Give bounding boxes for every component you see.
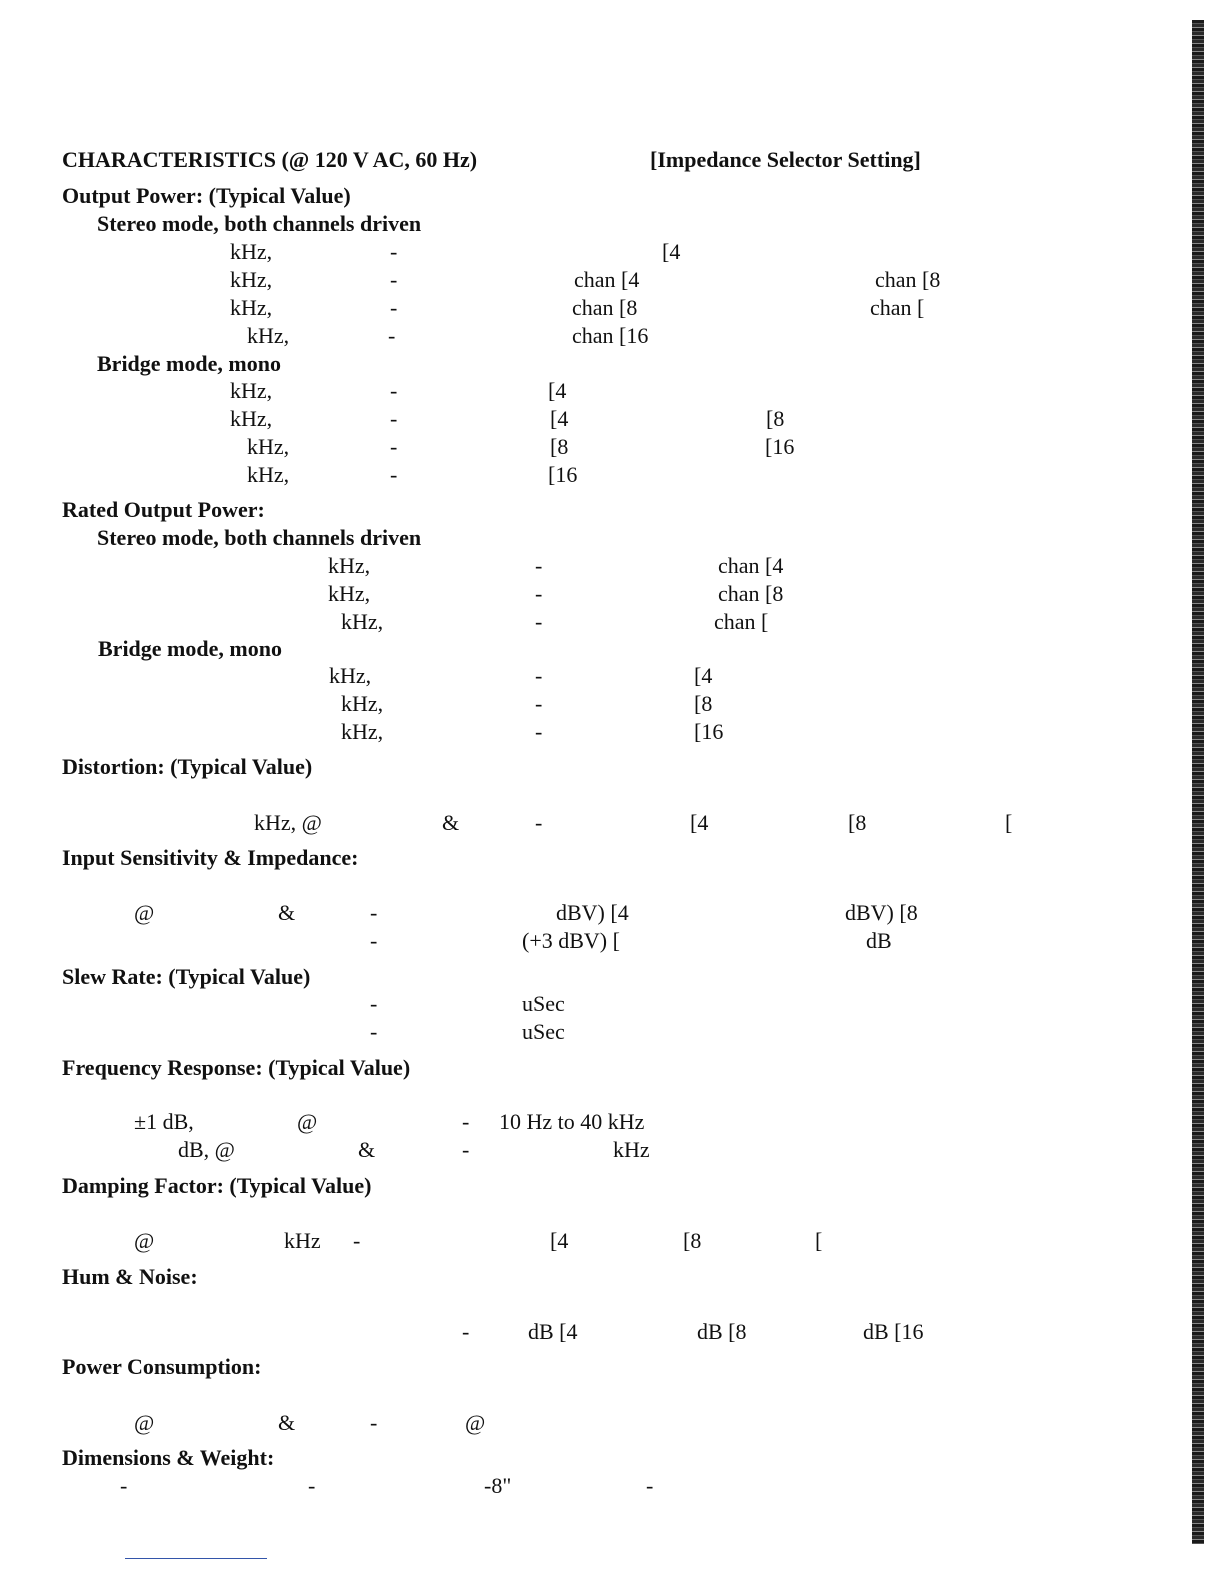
input-amp: & <box>278 900 296 925</box>
distortion-load-16: [ <box>1005 810 1013 835</box>
freq-at: @ <box>297 1109 318 1134</box>
slew-dash: - <box>370 1019 378 1044</box>
power-dash: - <box>370 1410 378 1435</box>
output-stereo-freq: kHz, <box>230 295 273 320</box>
output-stereo-freq: kHz, <box>230 267 273 292</box>
distortion-amp: & <box>442 810 460 835</box>
slew-rate-heading: Slew Rate: (Typical Value) <box>62 964 311 989</box>
damping-factor-heading: Damping Factor: (Typical Value) <box>62 1173 372 1198</box>
output-bridge-load: [4 <box>548 378 567 403</box>
hum-db-16: dB [16 <box>863 1319 924 1344</box>
rated-bridge-dash: - <box>535 691 543 716</box>
dimensions-dash: - <box>646 1473 654 1498</box>
freq-dash: - <box>462 1137 470 1162</box>
hum-db-4: dB [4 <box>528 1319 578 1344</box>
output-bridge-heading: Bridge mode, mono <box>97 351 281 376</box>
rated-bridge-load: [8 <box>694 691 713 716</box>
distortion-load-4: [4 <box>690 810 709 835</box>
rated-bridge-load: [4 <box>694 663 713 688</box>
input-dbv-8: dBV) [8 <box>845 900 918 925</box>
freq-amp: & <box>358 1137 376 1162</box>
rated-stereo-freq: kHz, <box>341 609 384 634</box>
slew-value: uSec <box>522 991 565 1016</box>
rated-bridge-freq: kHz, <box>341 719 384 744</box>
freq-tolerance: ±1 dB, <box>134 1109 194 1134</box>
output-bridge-load: [8 <box>550 434 569 459</box>
dimensions-dash: - <box>120 1473 128 1498</box>
distortion-freq: kHz, @ <box>254 810 322 835</box>
input-dbv-plus3: (+3 dBV) [ <box>522 928 620 953</box>
freq-dash: - <box>462 1109 470 1134</box>
damping-at: @ <box>134 1228 155 1253</box>
rated-stereo-dash: - <box>535 553 543 578</box>
distortion-load-8: [8 <box>848 810 867 835</box>
freq-khz: kHz <box>613 1137 650 1162</box>
hum-db-8: dB [8 <box>697 1319 747 1344</box>
output-bridge-dash: - <box>390 462 398 487</box>
rated-bridge-heading: Bridge mode, mono <box>98 636 282 661</box>
frequency-response-heading: Frequency Response: (Typical Value) <box>62 1055 411 1080</box>
freq-db: dB, @ <box>178 1137 235 1162</box>
output-stereo-load: chan [8 <box>572 295 638 320</box>
hum-noise-heading: Hum & Noise: <box>62 1264 198 1289</box>
freq-range: 10 Hz to 40 kHz <box>499 1109 645 1134</box>
output-power-heading: Output Power: (Typical Value) <box>62 183 351 208</box>
input-sensitivity-heading: Input Sensitivity & Impedance: <box>62 845 359 870</box>
damping-load-4: [4 <box>550 1228 569 1253</box>
output-stereo-freq: kHz, <box>247 323 290 348</box>
dimensions-depth: -8" <box>484 1473 512 1498</box>
rated-bridge-dash: - <box>535 719 543 744</box>
output-stereo-load: chan [8 <box>875 267 941 292</box>
rated-stereo-load: chan [8 <box>718 581 784 606</box>
impedance-selector-heading: [Impedance Selector Setting] <box>650 147 921 172</box>
rated-stereo-load: chan [4 <box>718 553 784 578</box>
slew-value: uSec <box>522 1019 565 1044</box>
rated-bridge-dash: - <box>535 663 543 688</box>
output-bridge-dash: - <box>390 406 398 431</box>
page-title: CHARACTERISTICS (@ 120 V AC, 60 Hz) <box>62 147 478 172</box>
output-bridge-load: [16 <box>548 462 578 487</box>
rated-stereo-heading: Stereo mode, both channels driven <box>97 525 422 550</box>
output-bridge-load: [4 <box>550 406 569 431</box>
output-stereo-freq: kHz, <box>230 239 273 264</box>
output-bridge-dash: - <box>390 434 398 459</box>
power-at: @ <box>465 1410 486 1435</box>
output-bridge-dash: - <box>390 378 398 403</box>
distortion-heading: Distortion: (Typical Value) <box>62 754 313 779</box>
power-amp: & <box>278 1410 296 1435</box>
output-stereo-heading: Stereo mode, both channels driven <box>97 211 422 236</box>
hum-dash: - <box>462 1319 470 1344</box>
output-stereo-dash: - <box>390 239 398 264</box>
slew-dash: - <box>370 991 378 1016</box>
rated-stereo-dash: - <box>535 609 543 634</box>
rated-output-heading: Rated Output Power: <box>62 497 265 522</box>
dimensions-heading: Dimensions & Weight: <box>62 1445 275 1470</box>
output-bridge-freq: kHz, <box>247 434 290 459</box>
rated-stereo-freq: kHz, <box>328 581 371 606</box>
rated-bridge-freq: kHz, <box>329 663 372 688</box>
damping-dash: - <box>353 1228 361 1253</box>
scan-edge-border <box>1192 20 1204 1544</box>
footnote-rule <box>125 1558 267 1559</box>
input-dash: - <box>370 900 378 925</box>
output-bridge-freq: kHz, <box>247 462 290 487</box>
damping-load-16: [ <box>815 1228 823 1253</box>
output-stereo-dash: - <box>388 323 396 348</box>
output-bridge-freq: kHz, <box>230 406 273 431</box>
output-stereo-dash: - <box>390 267 398 292</box>
output-bridge-load: [8 <box>766 406 785 431</box>
power-at: @ <box>134 1410 155 1435</box>
output-bridge-load: [16 <box>765 434 795 459</box>
rated-bridge-freq: kHz, <box>341 691 384 716</box>
output-stereo-dash: - <box>390 295 398 320</box>
output-stereo-load: [4 <box>662 239 681 264</box>
damping-khz: kHz <box>284 1228 321 1253</box>
output-bridge-freq: kHz, <box>230 378 273 403</box>
rated-bridge-load: [16 <box>694 719 724 744</box>
distortion-dash: - <box>535 810 543 835</box>
input-at: @ <box>134 900 155 925</box>
input-dash: - <box>370 928 378 953</box>
output-stereo-load: chan [ <box>870 295 925 320</box>
rated-stereo-dash: - <box>535 581 543 606</box>
damping-load-8: [8 <box>683 1228 702 1253</box>
dimensions-dash: - <box>308 1473 316 1498</box>
input-dbv-4: dBV) [4 <box>556 900 629 925</box>
power-consumption-heading: Power Consumption: <box>62 1354 262 1379</box>
input-db: dB <box>866 928 892 953</box>
output-stereo-load: chan [4 <box>574 267 640 292</box>
rated-stereo-load: chan [ <box>714 609 769 634</box>
rated-stereo-freq: kHz, <box>328 553 371 578</box>
output-stereo-load: chan [16 <box>572 323 649 348</box>
